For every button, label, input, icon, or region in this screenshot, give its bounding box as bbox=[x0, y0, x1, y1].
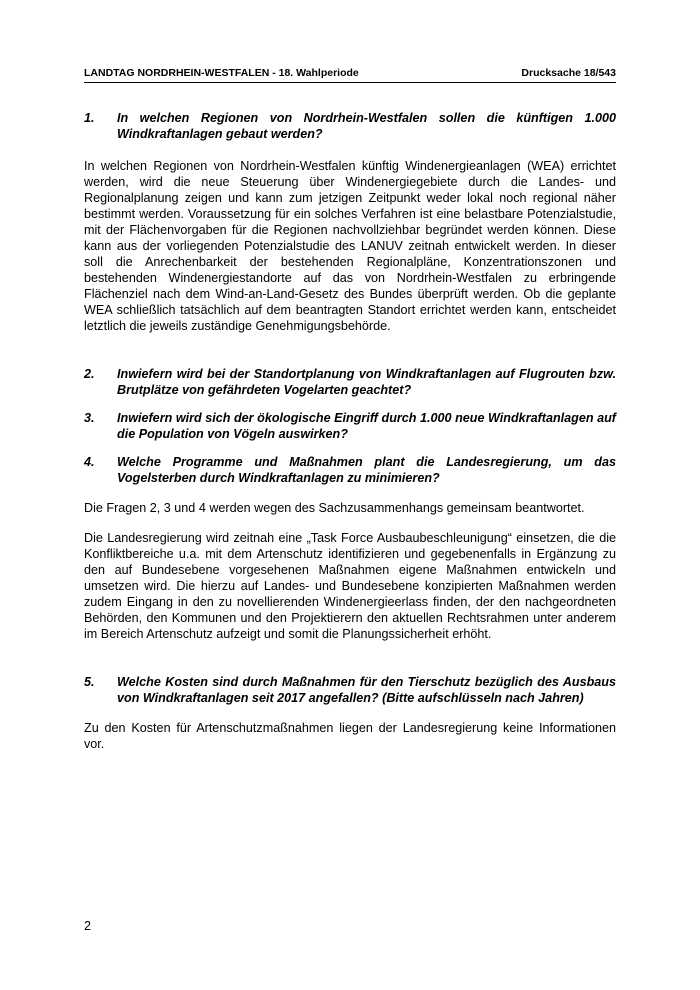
header-document-number: Drucksache 18/543 bbox=[521, 67, 616, 79]
question-3 bbox=[84, 410, 616, 442]
question-5 bbox=[84, 674, 616, 706]
question-1 bbox=[84, 110, 616, 142]
question-text: In welchen Regionen von Nordrhein-Westfalen sollen die künftigen 1.000 Windkraftanlagen gebaut werden? bbox=[117, 111, 616, 141]
question-number: 1. bbox=[84, 111, 95, 125]
question-4 bbox=[84, 454, 616, 486]
answer-1: In welchen Regionen von Nordrhein-Westfalen künftig Windenergieanlagen (WEA) errichtet werden, wird die neue Steuerung über Windenergiegebiete durch die Landes- und Regionalplanung zeigen und kann zum jetzigen Zeitpunkt weder lokal noch regional näher bestimmt werden. Voraussetzung für ein solches Verfahren ist eine belastbare Potenzialstudie, mit der Flächenvorgaben für die Regionen nachvollziehbar begründet werden können. Diese kann aus der vorliegenden Potenzialstudie des LANUV zeitnah entwickelt werden. In dieser soll die Anrechenbarkeit der bestehenden Regionalpläne, Konzentrationszonen und bestehenden Windenergiestandorte auf das von Nordrhein-Westfalen zu erbringende Flächenziel nach dem Wind-an-Land-Gesetz des Bundes überprüft werden. Ob die geplante WEA schließlich tatsächlich auf dem beantragten Standort errichtet werden kann, entscheidet letztlich die jeweils zuständige Genehmigungsbehörde. bbox=[84, 159, 616, 333]
question-text: Welche Kosten sind durch Maßnahmen für den Tierschutz bezüglich des Ausbaus von Windkraftanlagen seit 2017 angefallen? (Bitte aufschlüsseln nach Jahren) bbox=[117, 675, 616, 705]
answer-intro-2-4: Die Fragen 2, 3 und 4 werden wegen des Sachzusammenhangs gemeinsam beantwortet. bbox=[84, 501, 585, 515]
question-text: Inwiefern wird bei der Standortplanung von Windkraftanlagen auf Flugrouten bzw. Brutplätze von gefährdeten Vogelarten geachtet? bbox=[117, 367, 616, 397]
answer-2-4: Die Landesregierung wird zeitnah eine „Task Force Ausbaubeschleunigung“ einsetzen, die die Konfliktbereiche u.a. mit dem Artenschutz identifizieren und gegebenenfalls in Ergänzung zu den auf Bundesebene vorgesehenen Maßnahmen eigene Maßnahmen entwickeln und umsetzen wird. Die hierzu auf Landes- und Bundesebene konzipierten Maßnahmen werden zudem Eingang in den zu novellierenden Windenergieerlass finden, der den nachgeordneten Behörden, den Kommunen und den Projektierern den aktuellen Rechtsrahmen unter anderem im Bereich Artenschutz aufzeigt und somit die Planungssicherheit erhöht. bbox=[84, 531, 616, 641]
question-number: 3. bbox=[84, 411, 95, 425]
document-body bbox=[84, 110, 616, 752]
question-text: Inwiefern wird sich der ökologische Eingriff durch 1.000 neue Windkraftanlagen auf die Population von Vögeln auswirken? bbox=[117, 411, 616, 441]
page-header bbox=[84, 66, 616, 83]
question-2 bbox=[84, 366, 616, 398]
question-number: 4. bbox=[84, 455, 95, 469]
answer-5: Zu den Kosten für Artenschutzmaßnahmen liegen der Landesregierung keine Informationen vor. bbox=[84, 721, 616, 751]
header-parliament-title: LANDTAG NORDRHEIN-WESTFALEN - 18. Wahlperiode bbox=[84, 67, 359, 79]
page-number: 2 bbox=[84, 919, 92, 933]
question-text: Welche Programme und Maßnahmen plant die Landesregierung, um das Vogelsterben durch Windkraftanlagen zu minimieren? bbox=[117, 455, 616, 485]
question-number: 5. bbox=[84, 675, 95, 689]
question-number: 2. bbox=[84, 367, 95, 381]
